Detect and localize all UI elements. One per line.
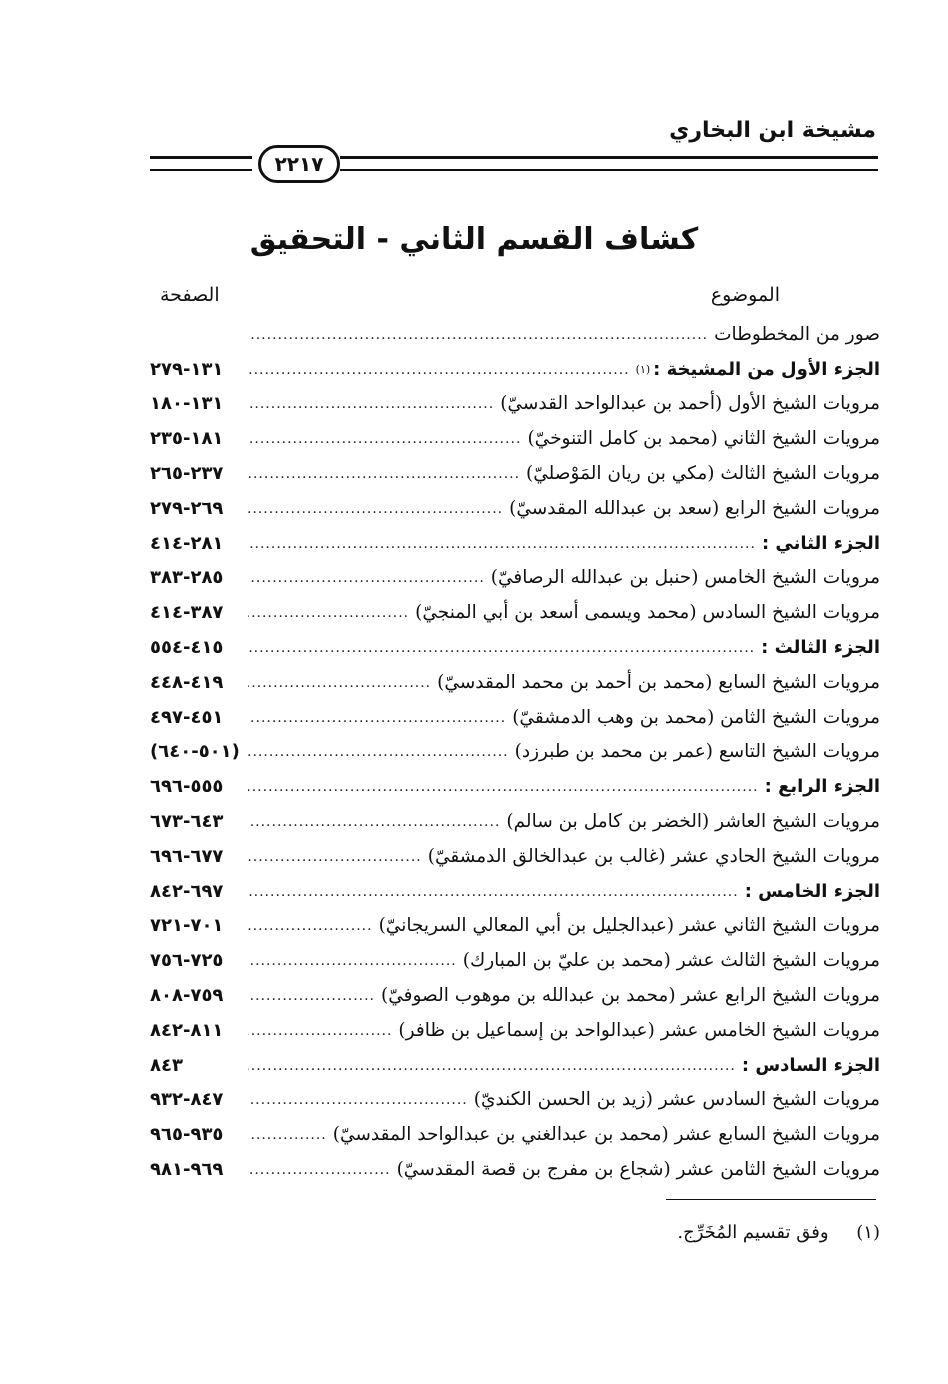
toc-entry-label: الجزء السادس : bbox=[741, 1054, 880, 1076]
toc-entry-row bbox=[150, 491, 880, 526]
dot-leader bbox=[248, 431, 521, 456]
toc-page-range: ٨٤٣ bbox=[150, 1054, 183, 1076]
toc-page-range: ٧٥٩-٨٠٨ bbox=[150, 985, 224, 1007]
toc-entry-label: مرويات الشيخ السابع (محمد بن أحمد بن محمد المقدسيّ) bbox=[437, 671, 880, 693]
toc-page-range: ٦٩٧-٨٤٢ bbox=[150, 880, 224, 902]
toc-entry-label: الجزء الرابع : bbox=[764, 776, 880, 798]
dot-leader bbox=[248, 1127, 327, 1152]
dot-leader bbox=[248, 710, 506, 735]
toc-entry-label: مرويات الشيخ الثاني (محمد بن كامل التنوخيّ) bbox=[527, 428, 880, 450]
toc-entry-label: مرويات الشيخ العاشر (الخضر بن كامل بن سالم) bbox=[506, 811, 880, 833]
toc-entry-row bbox=[150, 387, 880, 422]
toc-entry-label: مرويات الشيخ الثالث (مكي بن ريان المَوْصليّ) bbox=[526, 463, 880, 485]
toc-entry-row bbox=[150, 735, 880, 770]
toc-page-range: ٥٥٥-٦٩٦ bbox=[150, 776, 224, 798]
toc-entry-label: مرويات الشيخ الثامن (محمد بن وهب الدمشقيّ) bbox=[512, 706, 880, 728]
toc-entry-label: مرويات الشيخ الثامن عشر (شجاع بن مفرج بن قصة المقدسيّ) bbox=[396, 1159, 880, 1181]
toc-entry-label: مرويات الشيخ السادس عشر (زيد بن الحسن الكنديّ) bbox=[473, 1089, 880, 1111]
dot-leader bbox=[248, 327, 708, 352]
toc-entry-label: الجزء الثالث : bbox=[761, 637, 880, 659]
toc-entry-label: صور من المخطوطات bbox=[714, 323, 880, 345]
footnote-divider bbox=[666, 1199, 876, 1200]
running-title: مشيخة ابن البخاري bbox=[669, 118, 876, 143]
toc-page-range: ٩٦٩-٩٨١ bbox=[150, 1159, 224, 1181]
toc-entry-row bbox=[150, 700, 880, 735]
table-of-contents bbox=[150, 317, 880, 1187]
toc-part-row bbox=[150, 769, 880, 804]
toc-page-range: ٦٤٣-٦٧٣ bbox=[150, 811, 224, 833]
toc-page-range: ٣٨٧-٤١٤ bbox=[150, 602, 224, 624]
toc-page-range: ٧٢٥-٧٥٦ bbox=[150, 950, 224, 972]
toc-page-range: ٦٧٧-٦٩٦ bbox=[150, 845, 224, 867]
toc-page-range: ٢٦٩-٢٧٩ bbox=[150, 497, 224, 519]
toc-page-range: ٤١٩-٤٤٨ bbox=[150, 671, 224, 693]
dot-leader bbox=[248, 675, 431, 700]
dot-leader bbox=[248, 362, 630, 387]
toc-entry-row bbox=[150, 665, 880, 700]
toc-page-range: ١٨١-٢٣٥ bbox=[150, 428, 224, 450]
toc-entry-row bbox=[150, 1013, 880, 1048]
toc-entry-label: الجزء الثاني : bbox=[761, 532, 880, 554]
dot-leader bbox=[248, 466, 520, 491]
page-number: ٢٢١٧ bbox=[258, 145, 340, 183]
toc-page-range: ٢٨٥-٣٨٣ bbox=[150, 567, 224, 589]
toc-entry-row bbox=[150, 317, 880, 352]
toc-entry-label: الجزء الأول من المشيخة : bbox=[653, 358, 880, 380]
toc-entry-label: مرويات الشيخ الثاني عشر (عبدالجليل بن أبي المعالي السريجانيّ) bbox=[378, 915, 880, 937]
toc-page-range: ٢٣٧-٢٦٥ bbox=[150, 463, 224, 485]
toc-page-range: ٤٥١-٤٩٧ bbox=[150, 706, 224, 728]
toc-part-row bbox=[150, 526, 880, 561]
toc-page-range: ٩٣٥-٩٦٥ bbox=[150, 1124, 224, 1146]
toc-part-row bbox=[150, 874, 880, 909]
column-header-page: الصفحة bbox=[160, 284, 220, 306]
header-rule-left bbox=[150, 156, 252, 171]
dot-leader bbox=[248, 605, 409, 630]
dot-leader bbox=[248, 570, 485, 595]
toc-entry-row bbox=[150, 909, 880, 944]
toc-page-range: (٥٠١-٦٤٠) bbox=[150, 741, 240, 763]
footnote-text: وفق تقسيم المُخَرِّج. bbox=[677, 1222, 829, 1243]
dot-leader bbox=[248, 1162, 391, 1187]
footnote-reference: (١) bbox=[635, 362, 651, 376]
toc-entry-label: مرويات الشيخ التاسع (عمر بن محمد بن طبرزد) bbox=[514, 741, 880, 763]
toc-entry-label: مرويات الشيخ الخامس (حنبل بن عبدالله الرصافيّ) bbox=[490, 567, 880, 589]
toc-page-range: ٨١١-٨٤٢ bbox=[150, 1019, 224, 1041]
toc-entry-row bbox=[150, 839, 880, 874]
toc-page-range: ١٣١-١٨٠ bbox=[150, 393, 224, 415]
dot-leader bbox=[248, 779, 759, 804]
toc-page-range: ٧٠١-٧٢١ bbox=[150, 915, 224, 937]
dot-leader bbox=[248, 1058, 736, 1083]
toc-entry-label: مرويات الشيخ الرابع (سعد بن عبدالله المقدسيّ) bbox=[509, 497, 880, 519]
toc-entry-label: مرويات الشيخ السادس (محمد ويسمى أسعد بن أبي المنجيّ) bbox=[415, 602, 880, 624]
toc-entry-label: مرويات الشيخ السابع عشر (محمد بن عبدالغني بن عبدالواحد المقدسيّ) bbox=[332, 1124, 880, 1146]
toc-page-range: ٢٨١-٤١٤ bbox=[150, 532, 224, 554]
toc-entry-row bbox=[150, 978, 880, 1013]
toc-page-range: ١٣١-٢٧٩ bbox=[150, 358, 224, 380]
toc-entry-row bbox=[150, 1083, 880, 1118]
dot-leader bbox=[248, 536, 756, 561]
toc-entry-label: مرويات الشيخ الحادي عشر (غالب بن عبدالخالق الدمشقيّ) bbox=[427, 845, 880, 867]
dot-leader bbox=[248, 884, 739, 909]
dot-leader bbox=[248, 744, 509, 769]
toc-entry-row bbox=[150, 421, 880, 456]
toc-entry-row bbox=[150, 943, 880, 978]
toc-page-range: ٤١٥-٥٥٤ bbox=[150, 637, 224, 659]
dot-leader bbox=[248, 988, 375, 1013]
toc-part-row bbox=[150, 630, 880, 665]
dot-leader bbox=[248, 1023, 392, 1048]
header-rule-right bbox=[340, 156, 878, 171]
toc-entry-row bbox=[150, 456, 880, 491]
toc-page-range: ٨٤٧-٩٣٢ bbox=[150, 1089, 224, 1111]
toc-entry-label: الجزء الخامس : bbox=[744, 880, 880, 902]
dot-leader bbox=[248, 640, 755, 665]
dot-leader bbox=[248, 918, 373, 943]
toc-entry-row bbox=[150, 804, 880, 839]
dot-leader bbox=[248, 1092, 468, 1117]
toc-entry-label: مرويات الشيخ الثالث عشر (محمد بن عليّ بن المبارك) bbox=[462, 950, 880, 972]
toc-entry-row bbox=[150, 1117, 880, 1152]
toc-entry-label: مرويات الشيخ الأول (أحمد بن عبدالواحد القدسيّ) bbox=[500, 393, 880, 415]
column-header-subject: الموضوع bbox=[710, 284, 780, 306]
dot-leader bbox=[248, 396, 494, 421]
footnote-number: (١) bbox=[856, 1222, 880, 1243]
page-title: كشاف القسم الثاني - التحقيق bbox=[249, 222, 699, 257]
dot-leader bbox=[248, 953, 457, 978]
toc-entry-row bbox=[150, 595, 880, 630]
dot-leader bbox=[248, 849, 422, 874]
dot-leader bbox=[248, 814, 500, 839]
toc-entry-label: مرويات الشيخ الخامس عشر (عبدالواحد بن إسماعيل بن ظافر) bbox=[398, 1019, 880, 1041]
toc-part-row bbox=[150, 1048, 880, 1083]
toc-part-row bbox=[150, 352, 880, 387]
toc-entry-row bbox=[150, 561, 880, 596]
toc-entry-row bbox=[150, 1152, 880, 1187]
dot-leader bbox=[248, 501, 503, 526]
toc-entry-label: مرويات الشيخ الرابع عشر (محمد بن عبدالله بن موهوب الصوفيّ) bbox=[381, 985, 880, 1007]
footnote bbox=[677, 1222, 880, 1243]
